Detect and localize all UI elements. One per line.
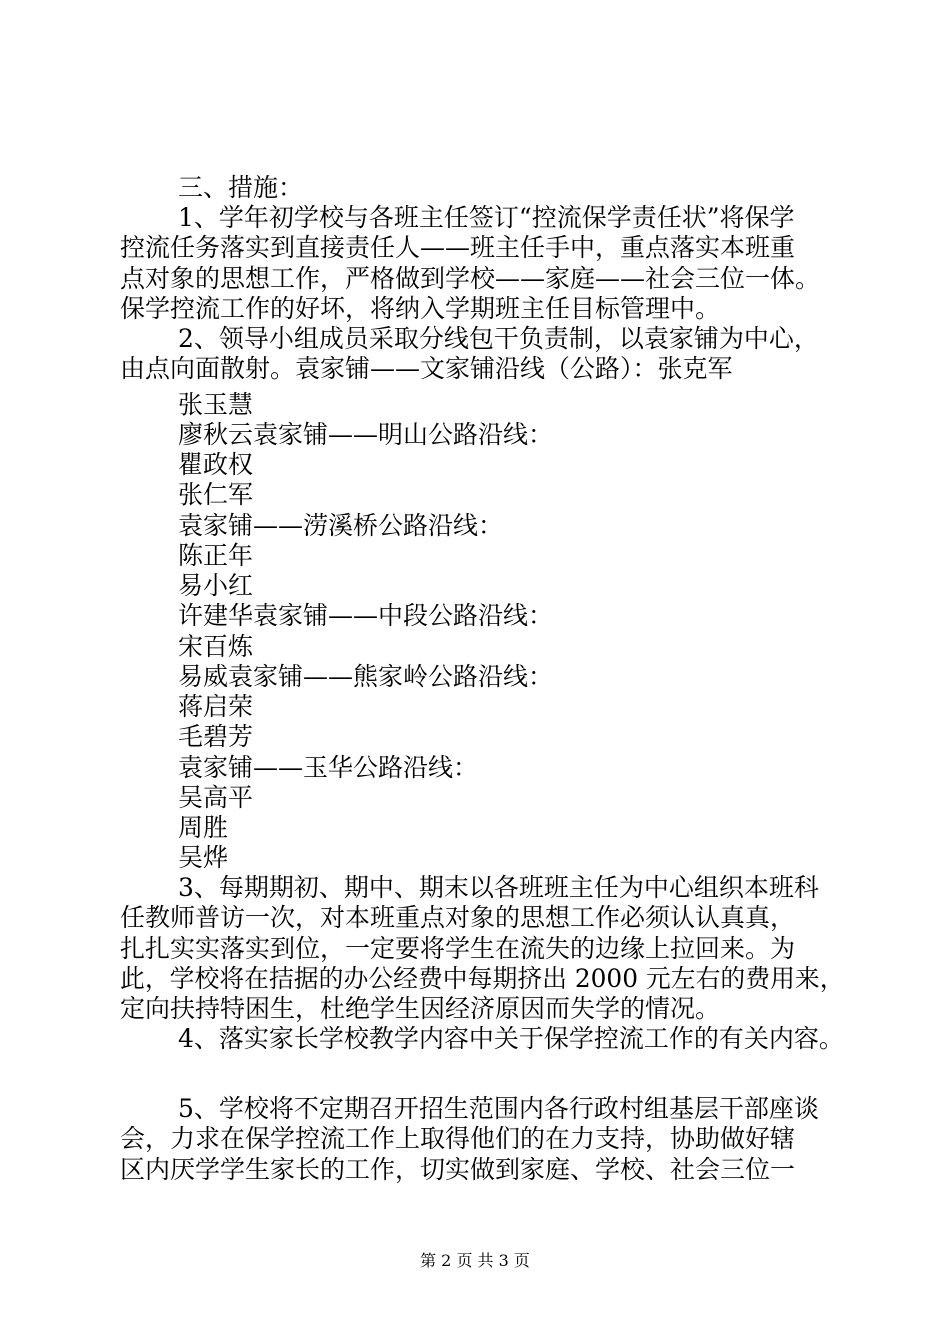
body-line: 廖秋云袁家铺——明山公路沿线： (178, 420, 554, 449)
body-line: 蒋启荣 (178, 692, 254, 721)
body-line: 毛碧芳 (178, 722, 254, 751)
body-line: 周胜 (178, 813, 229, 842)
body-line: 此，学校将在拮据的办公经费中每期挤出 2000 元左右的费用来， (120, 964, 845, 993)
body-line: 吴烨 (178, 843, 229, 872)
body-line: 张仁军 (178, 480, 254, 509)
body-line: 许建华袁家铺——中段公路沿线： (178, 601, 554, 630)
body-line: 2、领导小组成员采取分线包干负责制，以袁家铺为中心， (178, 324, 819, 353)
body-line: 三、措施： (178, 173, 304, 202)
body-line: 点对象的思想工作，严格做到学校——家庭——社会三位一体。 (120, 264, 821, 293)
body-line: 控流任务落实到直接责任人——班主任手中，重点落实本班重 (120, 233, 796, 262)
body-line: 宋百炼 (178, 632, 254, 661)
body-line: 3、每期期初、期中、期末以各班班主任为中心组织本班科 (178, 873, 819, 902)
body-line: 4、落实家长学校教学内容中关于保学控流工作的有关内容。 (178, 1024, 844, 1053)
body-line: 5、学校将不定期召开招生范围内各行政村组基层干部座谈 (178, 1094, 819, 1123)
body-line: 瞿政权 (178, 450, 254, 479)
body-line: 袁家铺——玉华公路沿线： (178, 753, 479, 782)
body-line: 1、学年初学校与各班主任签订“控流保学责任状”将保学 (178, 203, 795, 232)
body-line: 任教师普访一次，对本班重点对象的思想工作必须认认真真， (120, 903, 796, 932)
body-line: 袁家铺——涝溪桥公路沿线： (178, 511, 504, 540)
body-line: 吴高平 (178, 783, 254, 812)
body-line: 由点向面散射。袁家铺——文家铺沿线（公路）：张克军 (120, 354, 733, 383)
body-line: 易小红 (178, 571, 254, 600)
body-line: 张玉慧 (178, 390, 254, 419)
body-line: 扎扎实实落实到位，一定要将学生在流失的边缘上拉回来。为 (120, 934, 796, 963)
page-footer: 第 2 页 共 3 页 (420, 1251, 530, 1270)
body-line: 会，力求在保学控流工作上取得他们的在力支持，协助做好辖 (120, 1124, 796, 1153)
body-line: 区内厌学学生家长的工作，切实做到家庭、学校、社会三位一 (120, 1155, 796, 1184)
body-line: 保学控流工作的好坏，将纳入学期班主任目标管理中。 (120, 294, 721, 323)
body-line: 陈正年 (178, 541, 254, 570)
body-line: 易威袁家铺——熊家岭公路沿线： (178, 662, 554, 691)
body-line: 定向扶持特困生，杜绝学生因经济原因而失学的情况。 (120, 994, 721, 1023)
